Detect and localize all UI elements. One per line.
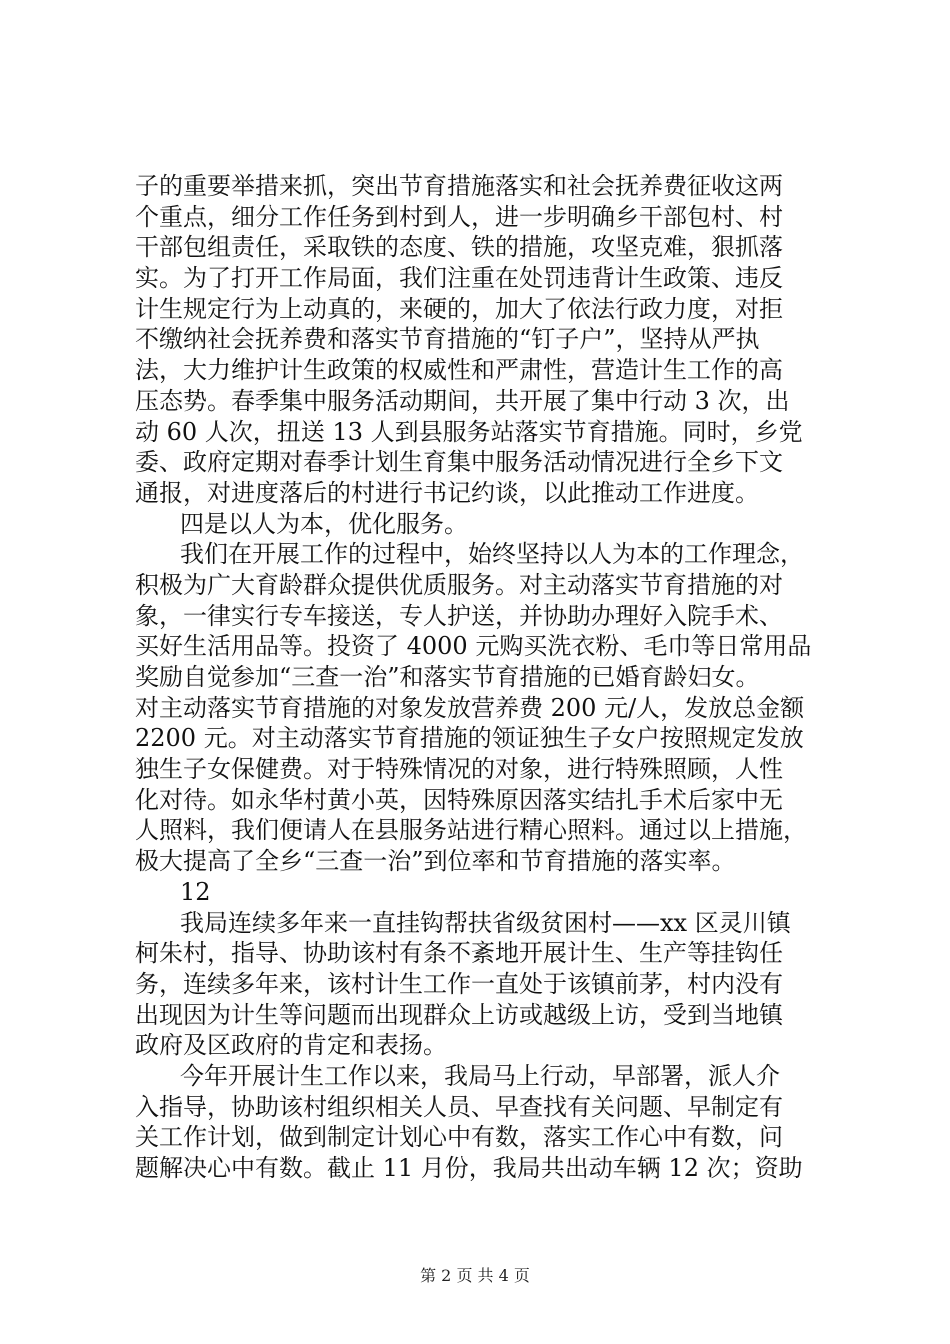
text-line: 个重点，细分工作任务到村到人，进一步明确乡干部包村、村	[135, 202, 783, 231]
paragraph	[135, 908, 825, 1061]
text-line: 柯朱村，指导、协助该村有条不紊地开展计生、生产等挂钩任	[135, 939, 783, 968]
text-line: 关工作计划，做到制定计划心中有数，落实工作心中有数，问	[135, 1123, 783, 1152]
text-line: 政府及区政府的肯定和表扬。	[135, 1031, 447, 1060]
text-line: 对主动落实节育措施的对象发放营养费 200 元/人，发放总金额	[135, 693, 805, 722]
text-line: 题解决心中有数。截止 11 月份，我局共出动车辆 12 次；资助	[135, 1154, 803, 1182]
page-footer	[0, 1266, 950, 1286]
text-line: 化对待。如永华村黄小英，因特殊原因落实结扎手术后家中无	[135, 785, 783, 814]
text-line: 象，一律实行专车接送，专人护送，并协助办理好入院手术、	[135, 601, 783, 630]
text-line: 独生子女保健费。对于特殊情况的对象，进行特殊照顾，人性	[135, 755, 783, 784]
text-line: 2200 元。对主动落实节育措施的领证独生子女户按照规定发放	[135, 724, 804, 753]
text-line: 极大提高了全乡“三查一治”到位率和节育措施的落实率。	[135, 847, 736, 876]
text-line: 积极为广大育龄群众提供优质服务。对主动落实节育措施的对	[135, 570, 783, 599]
text-line: 子的重要举措来抓，突出节育措施落实和社会抚养费征收这两	[135, 172, 783, 200]
text-line: 动 60 人次，扭送 13 人到县服务站落实节育措施。同时，乡党	[135, 417, 803, 446]
text-line: 四是以人为本，优化服务。	[180, 509, 468, 538]
text-line: 今年开展计生工作以来，我局马上行动，早部署，派人介	[180, 1061, 780, 1090]
section-heading	[135, 509, 825, 540]
document-body	[135, 171, 825, 1184]
text-line: 实。为了打开工作局面，我们注重在处罚违背计生政策、违反	[135, 264, 783, 293]
text-line: 人照料，我们便请人在县服务站进行精心照料。通过以上措施，	[135, 816, 807, 845]
paragraph	[135, 171, 825, 509]
section-number	[135, 877, 825, 908]
text-line: 入指导，协助该村组织相关人员、早查找有关问题、早制定有	[135, 1092, 783, 1121]
page-number-label: 第 2 页 共 4 页	[420, 1266, 530, 1285]
text-line: 计生规定行为上动真的，来硬的，加大了依法行政力度，对拒	[135, 294, 783, 323]
text-line: 委、政府定期对春季计划生育集中服务活动情况进行全乡下文	[135, 448, 783, 477]
text-line: 买好生活用品等。投资了 4000 元购买洗衣粉、毛巾等日常用品	[135, 632, 812, 661]
text-line: 法，大力维护计生政策的权威性和严肃性，营造计生工作的高	[135, 356, 783, 385]
text-line: 务，连续多年来，该村计生工作一直处于该镇前茅，村内没有	[135, 969, 783, 998]
text-line: 我局连续多年来一直挂钩帮扶省级贫困村——xx 区灵川镇	[180, 908, 791, 937]
paragraph	[135, 1061, 825, 1184]
text-line: 奖励自觉参加“三查一治”和落实节育措施的已婚育龄妇女。	[135, 663, 760, 691]
text-line: 压态势。春季集中服务活动期间，共开展了集中行动 3 次，出	[135, 386, 790, 415]
text-line: 通报，对进度落后的村进行书记约谈，以此推动工作进度。	[135, 478, 759, 507]
paragraph	[135, 539, 825, 877]
text-line: 我们在开展工作的过程中，始终坚持以人为本的工作理念，	[180, 540, 804, 569]
text-line: 12	[180, 877, 211, 906]
text-line: 干部包组责任，采取铁的态度、铁的措施，攻坚克难，狠抓落	[135, 233, 783, 262]
text-line: 不缴纳社会抚养费和落实节育措施的“钉子户”，坚持从严执	[135, 325, 760, 354]
text-line: 出现因为计生等问题而出现群众上访或越级上访，受到当地镇	[135, 1000, 783, 1029]
